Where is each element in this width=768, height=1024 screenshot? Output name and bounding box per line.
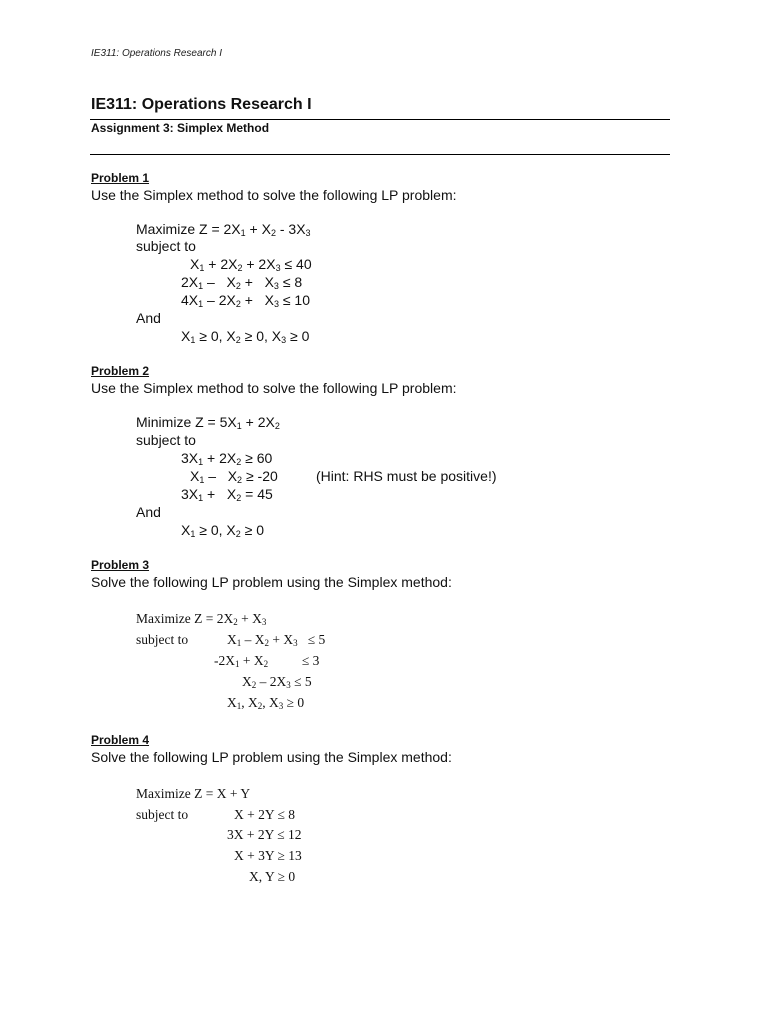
problem-4-constraint-3: X + 3Y ≥ 13 <box>234 848 302 863</box>
page-title: IE311: Operations Research I <box>91 96 312 113</box>
problem-2-title: Problem 2 <box>91 364 150 378</box>
problem-3-instruction: Solve the following LP problem using the Simplex method: <box>91 574 452 590</box>
problem-1-and: And <box>136 310 161 326</box>
problem-1-objective: Maximize $Z = 2X_1 + X_2 - 3X_3$ <box>136 221 311 238</box>
problem-3-nonnegativity: $X_1$, $X_2$, $X_3 \ge 0$ <box>227 695 305 711</box>
problem-3-constraint-2: $-2X_1 + X_2$ ≤ 3 <box>214 653 320 669</box>
problem-2-constraint-3: $3X_1 + X_2 = 45$ <box>181 486 273 503</box>
problem-2-and: And <box>136 504 161 520</box>
problem-1-subject-to: subject to <box>136 238 196 254</box>
problem-3-objective: Maximize $Z = 2X_2 + X_3$ <box>136 611 267 627</box>
problem-4-subject-to: subject to <box>136 807 189 822</box>
problem-2-hint: (Hint: RHS must be positive!) <box>316 468 497 484</box>
problem-4-nonnegativity: X, Y ≥ 0 <box>249 869 296 884</box>
problem-1-constraint-2: $2X_1 - X_2 + X_3 \le 8$ <box>181 274 303 291</box>
problem-4-instruction: Solve the following LP problem using the Simplex method: <box>91 749 452 765</box>
problem-1-nonnegativity: $X_1 \ge 0$, $X_2 \ge 0$, $X_3 \ge 0$ <box>181 328 310 345</box>
problem-4-objective: Maximize Z = X + Y <box>136 786 251 801</box>
problem-2-nonnegativity: $X_1 \ge 0$, $X_2 \ge 0$ <box>181 522 264 539</box>
problem-1-title: Problem 1 <box>91 171 150 185</box>
header-rule <box>90 154 670 155</box>
problem-3-constraint-3: $X_2 - 2X_3 \le 5$ <box>242 674 312 690</box>
problem-2-instruction: Use the Simplex method to solve the following LP problem: <box>91 380 457 396</box>
problem-2-constraint-1: $3X_1 + 2X_2 \ge 60$ <box>181 450 273 467</box>
assignment-subtitle: Assignment 3: Simplex Method <box>91 121 270 135</box>
problem-2-subject-to: subject to <box>136 432 196 448</box>
problem-2-objective: Minimize $Z = 5X_1 + 2X_2$ <box>136 414 280 431</box>
problem-4-constraint-1: X + 2Y ≤ 8 <box>234 807 296 822</box>
problem-3-subject-to: subject to <box>136 632 189 647</box>
problem-2-constraint-2: $X_1 - X_2 \ge -20$ <box>190 468 278 485</box>
problem-1-constraint-1: $X_1 + 2X_2 + 2X_3 \le 40$ <box>190 256 312 273</box>
title-rule <box>90 119 670 120</box>
problem-4-title: Problem 4 <box>91 733 150 747</box>
problem-3-title: Problem 3 <box>91 558 150 572</box>
problem-1-instruction: Use the Simplex method to solve the following LP problem: <box>91 187 457 203</box>
problem-3-constraint-1: $X_1 - X_2 + X_3 \le 5$ <box>227 632 326 648</box>
problem-1-constraint-3: $4X_1 - 2X_2 + X_3 \le 10$ <box>181 292 310 309</box>
running-header: IE311: Operations Research I <box>91 48 222 59</box>
problem-4-constraint-2: 3X + 2Y ≤ 12 <box>227 827 302 842</box>
